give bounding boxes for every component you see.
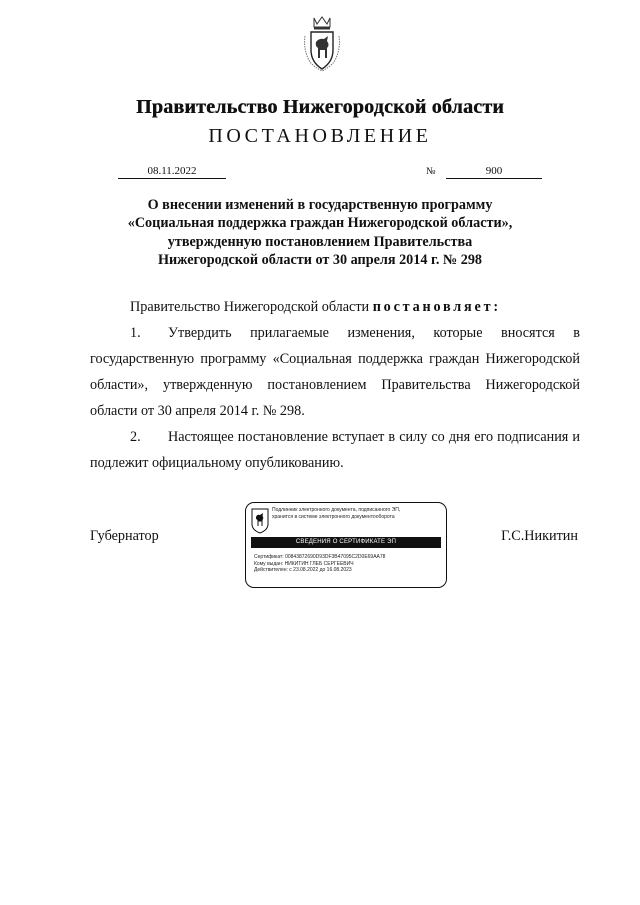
intro-paragraph bbox=[90, 294, 580, 320]
deer-emblem-icon bbox=[251, 508, 269, 534]
coat-of-arms-icon bbox=[302, 14, 342, 74]
stamp-note bbox=[272, 507, 442, 520]
document-date: 08.11.2022 bbox=[147, 165, 197, 177]
intro-resolve-word: постановляет: bbox=[372, 299, 501, 315]
item-2-number: 2. bbox=[130, 429, 141, 445]
subject-line: утвержденную постановлением Правительства bbox=[167, 233, 473, 250]
signer-name: Г.С.Никитин bbox=[501, 528, 578, 544]
government-title: Правительство Нижегородской области bbox=[136, 96, 504, 118]
certificate-owner: Кому выдан: НИКИТИН ГЛЕБ СЕРГЕЕВИЧ bbox=[254, 560, 354, 567]
document-subject bbox=[90, 196, 550, 270]
subject-line: О внесении изменений в государственную программу bbox=[147, 197, 493, 213]
item-2-text: Настоящее постановление вступает в силу со дня его подписания и подлежит официальному опубликованию. bbox=[90, 429, 580, 471]
subject-line: «Социальная поддержка граждан Нижегородской области», bbox=[127, 215, 513, 232]
item-1-paragraph bbox=[90, 320, 580, 424]
certificate-validity: Действителен: с 23.08.2022 до 16.08.2023 bbox=[254, 567, 352, 574]
stamp-certificate-info bbox=[254, 554, 385, 574]
document-type-title: ПОСТАНОВЛЕНИЕ bbox=[208, 125, 432, 147]
item-1-text: Утвердить прилагаемые изменения, которые вносятся в государственную программу «Социальная поддержка граждан Нижегородской области», утвержденную постановлением Правительства Нижегородской области от 30 апреля 2014 г. № 298. bbox=[90, 325, 580, 419]
number-field bbox=[446, 160, 542, 179]
item-1-number: 1. bbox=[130, 325, 141, 341]
stamp-note-line: Подлинник электронного документа, подписанного ЭП, bbox=[272, 507, 401, 513]
subject-line: Нижегородской области от 30 апреля 2014 г. № 298 bbox=[157, 252, 483, 269]
stamp-header-bar: СВЕДЕНИЯ О СЕРТИФИКАТЕ ЭП bbox=[251, 537, 441, 548]
electronic-signature-stamp bbox=[245, 502, 447, 588]
item-2-paragraph bbox=[90, 424, 580, 476]
intro-text: Правительство Нижегородской области bbox=[130, 299, 370, 315]
stamp-note-line: хранится в системе электронного документооборота bbox=[272, 513, 395, 520]
number-sign: № bbox=[426, 166, 436, 177]
date-field bbox=[118, 160, 226, 179]
signer-role: Губернатор bbox=[90, 528, 159, 544]
certificate-number: Сертификат: 00843872690D93DF3B47095C2D0E69AA78 bbox=[254, 554, 386, 560]
document-number: 900 bbox=[485, 165, 503, 177]
